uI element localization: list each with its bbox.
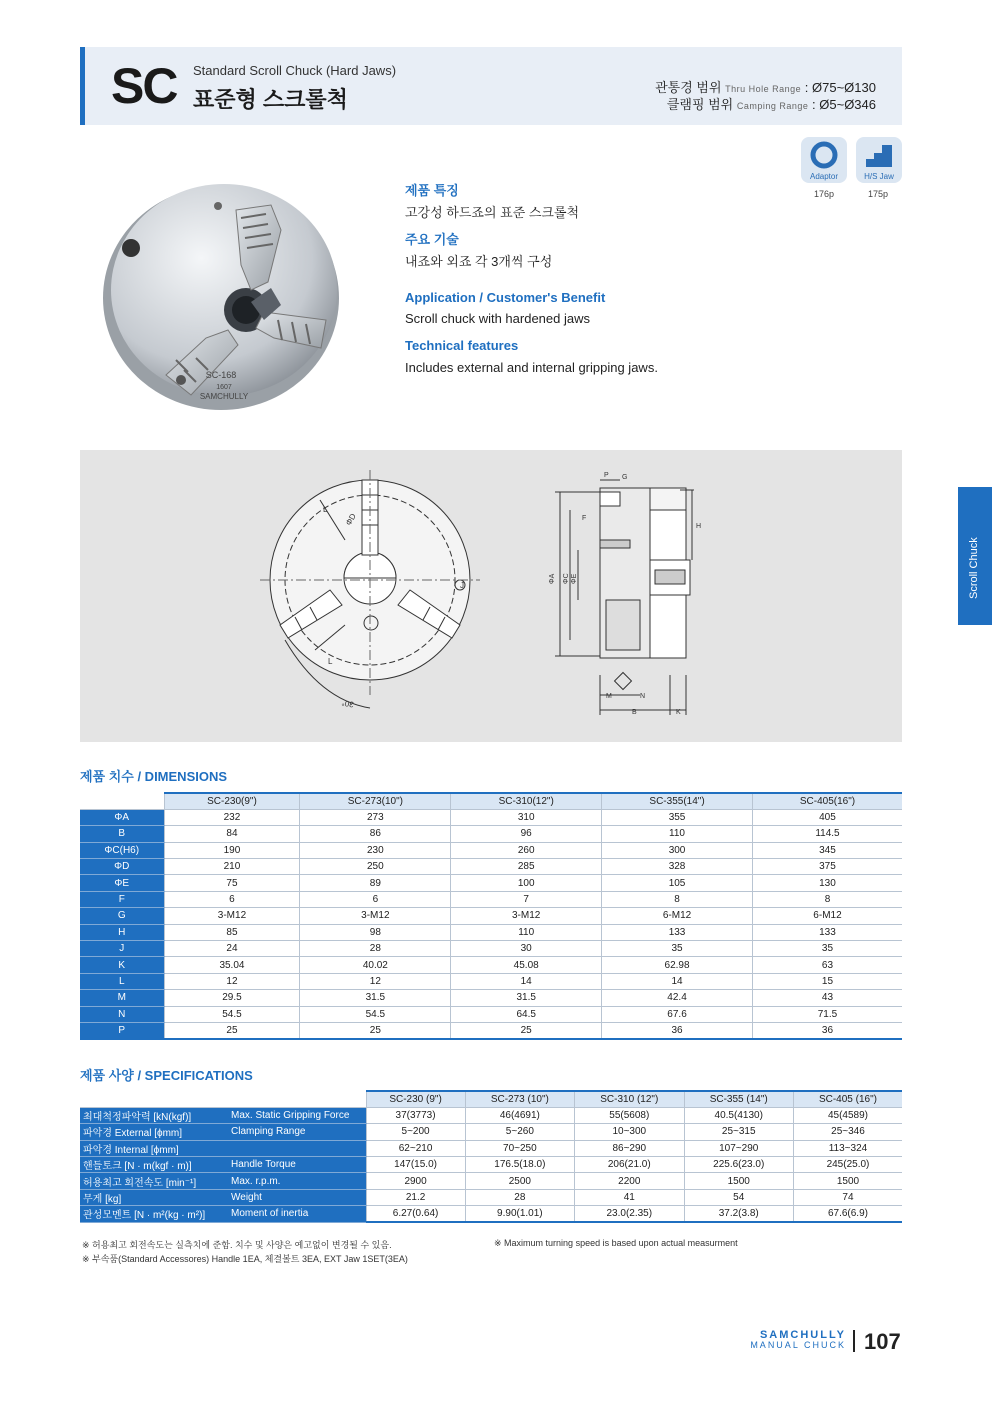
spec-col-header: SC-355 (14") xyxy=(684,1091,793,1107)
thru-hole-range: 관통경 범위 Thru Hole Range : Ø75~Ø130 xyxy=(655,80,876,95)
chuck-photo xyxy=(96,170,346,420)
spec-cell: 176.5(18.0) xyxy=(465,1157,574,1173)
dim-cell: 25 xyxy=(300,1022,451,1038)
dim-cell: 40.02 xyxy=(300,957,451,973)
label-c: ΦC xyxy=(563,573,570,584)
dim-corner xyxy=(80,793,164,809)
dim-cell: 133 xyxy=(752,924,902,940)
dim-cell: 8 xyxy=(752,891,902,907)
spec-row-label-ko: 관성모멘트 [N · m²(kg · m²)] xyxy=(80,1206,228,1222)
spec-cell: 6.27(0.64) xyxy=(366,1206,465,1222)
dim-cell: 133 xyxy=(602,924,753,940)
spec-cell: 2200 xyxy=(575,1173,684,1189)
dim-cell: 89 xyxy=(300,875,451,891)
dim-cell: 86 xyxy=(300,826,451,842)
spec-col-header: SC-273 (10") xyxy=(465,1091,574,1107)
dim-row xyxy=(80,924,902,940)
dim-cell: 35.04 xyxy=(164,957,300,973)
dim-cell: 230 xyxy=(300,842,451,858)
dim-cell: 210 xyxy=(164,859,300,875)
spec-cell: 54 xyxy=(684,1189,793,1205)
dim-cell: 54.5 xyxy=(300,1006,451,1022)
dim-cell: 14 xyxy=(602,973,753,989)
spec-cell: 62~210 xyxy=(366,1140,465,1156)
spec-row xyxy=(80,1206,902,1222)
label-l: L xyxy=(323,505,328,514)
spec-cell: 5~200 xyxy=(366,1124,465,1140)
clamping-range: 클램핑 범위 Camping Range : Ø5~Ø346 xyxy=(666,97,876,112)
dim-cell: 71.5 xyxy=(752,1006,902,1022)
spec-row xyxy=(80,1140,902,1156)
spec-corner xyxy=(80,1091,366,1107)
technical-drawing xyxy=(80,450,902,742)
spec-cell: 70~250 xyxy=(465,1140,574,1156)
spec-row-label-en: Handle Torque xyxy=(228,1157,366,1173)
spec-cell: 46(4691) xyxy=(465,1107,574,1123)
spec-cell: 206(21.0) xyxy=(575,1157,684,1173)
spec-row-label-en: Clamping Range xyxy=(228,1124,366,1140)
spec-cell: 45(4589) xyxy=(793,1107,902,1123)
dim-cell: 25 xyxy=(164,1022,300,1038)
spec-cell: 67.6(6.9) xyxy=(793,1206,902,1222)
dim-cell: 31.5 xyxy=(300,990,451,1006)
dim-row xyxy=(80,891,902,907)
spec-cell: 37(3773) xyxy=(366,1107,465,1123)
spec-col-header: SC-405 (16") xyxy=(793,1091,902,1107)
dim-cell: 36 xyxy=(752,1022,902,1038)
application-text: Scroll chuck with hardened jaws xyxy=(405,311,590,326)
dim-row-label: F xyxy=(80,891,164,907)
spec-cell: 40.5(4130) xyxy=(684,1107,793,1123)
dim-row-label: ΦC(H6) xyxy=(80,842,164,858)
dim-cell: 75 xyxy=(164,875,300,891)
dim-cell: 130 xyxy=(752,875,902,891)
spec-cell: 74 xyxy=(793,1189,902,1205)
dim-col-header: SC-405(16") xyxy=(752,793,902,809)
spec-row xyxy=(80,1189,902,1205)
dim-cell: 63 xyxy=(752,957,902,973)
dim-row-label: M xyxy=(80,990,164,1006)
label-m: M xyxy=(606,693,612,700)
dim-row-label: ΦE xyxy=(80,875,164,891)
dim-cell: 64.5 xyxy=(451,1006,602,1022)
footer-brand xyxy=(726,1330,846,1350)
dim-col-header: SC-273(10") xyxy=(300,793,451,809)
dim-row xyxy=(80,1022,902,1038)
dim-row-label: K xyxy=(80,957,164,973)
product-feature-text: 고강성 하드죠의 표준 스크롤척 xyxy=(405,205,580,220)
spec-cell: 41 xyxy=(575,1189,684,1205)
spec-row xyxy=(80,1157,902,1173)
spec-cell: 1500 xyxy=(684,1173,793,1189)
dim-cell: 3-M12 xyxy=(300,908,451,924)
spec-row xyxy=(80,1173,902,1189)
main-tech-heading: 주요 기술 xyxy=(405,232,459,247)
dim-row xyxy=(80,875,902,891)
dim-cell: 8 xyxy=(602,891,753,907)
drawing-svg xyxy=(80,450,902,742)
spec-row-label-ko: 무게 [kg] xyxy=(80,1189,228,1205)
adaptor-page-ref: 176p xyxy=(814,189,835,199)
dim-cell: 105 xyxy=(602,875,753,891)
dim-cell: 190 xyxy=(164,842,300,858)
spec-cell: 2500 xyxy=(465,1173,574,1189)
spec-cell: 1500 xyxy=(793,1173,902,1189)
spec-cell: 37.2(3.8) xyxy=(684,1206,793,1222)
dim-row-label: ΦD xyxy=(80,859,164,875)
dim-cell: 3-M12 xyxy=(164,908,300,924)
dim-cell: 12 xyxy=(300,973,451,989)
dim-cell: 250 xyxy=(300,859,451,875)
dim-cell: 405 xyxy=(752,809,902,825)
application-heading: Application / Customer's Benefit xyxy=(405,290,606,305)
dim-cell: 36 xyxy=(602,1022,753,1038)
photo-brand-text: SAMCHULLY xyxy=(199,392,249,401)
technical-features-text: Includes external and internal gripping jaws. xyxy=(405,360,658,375)
dim-row xyxy=(80,957,902,973)
specifications-table xyxy=(80,1090,902,1223)
dim-cell: 14 xyxy=(451,973,602,989)
label-g: G xyxy=(622,474,628,481)
dim-cell: 273 xyxy=(300,809,451,825)
spec-row xyxy=(80,1107,902,1123)
label-h: H xyxy=(696,523,702,530)
step-jaw-icon xyxy=(856,137,902,173)
spec-cell: 10~300 xyxy=(575,1124,684,1140)
label-p: P xyxy=(604,472,609,479)
dim-cell: 114.5 xyxy=(752,826,902,842)
technical-features-heading: Technical features xyxy=(405,338,519,353)
dim-cell: 35 xyxy=(602,941,753,957)
spec-cell: 113~324 xyxy=(793,1140,902,1156)
dim-cell: 67.6 xyxy=(602,1006,753,1022)
dim-cell: 43 xyxy=(752,990,902,1006)
dim-cell: 375 xyxy=(752,859,902,875)
dim-col-header: SC-310(12") xyxy=(451,793,602,809)
product-code: SC xyxy=(111,58,177,114)
dim-cell: 62.98 xyxy=(602,957,753,973)
spec-col-header: SC-310 (12") xyxy=(575,1091,684,1107)
section-side-tab[interactable]: Scroll Chuck xyxy=(958,487,992,625)
dim-cell: 232 xyxy=(164,809,300,825)
dim-row-label: ΦA xyxy=(80,809,164,825)
spec-row-label-en: Max. r.p.m. xyxy=(228,1173,366,1189)
label-n: N xyxy=(640,693,646,700)
dim-cell: 45.08 xyxy=(451,957,602,973)
spec-cell: 55(5608) xyxy=(575,1107,684,1123)
dim-cell: 110 xyxy=(451,924,602,940)
spec-cell: 2900 xyxy=(366,1173,465,1189)
hs-jaw-page-ref: 175p xyxy=(868,189,889,199)
dim-cell: 28 xyxy=(300,941,451,957)
spec-cell: 5~260 xyxy=(465,1124,574,1140)
dim-row-label: L xyxy=(80,973,164,989)
spec-row-label-en: Weight xyxy=(228,1189,366,1205)
product-feature-heading: 제품 특징 xyxy=(405,183,459,198)
spec-cell: 21.2 xyxy=(366,1189,465,1205)
dim-cell: 12 xyxy=(164,973,300,989)
dim-cell: 100 xyxy=(451,875,602,891)
dim-cell: 96 xyxy=(451,826,602,842)
spec-cell: 25~346 xyxy=(793,1124,902,1140)
dimensions-table xyxy=(80,792,902,1040)
dim-cell: 6 xyxy=(164,891,300,907)
note-speed-ko: ※ 허용최고 회전속도는 실측치에 준함. 치수 및 사양은 예고없이 변경될 수 있음. xyxy=(82,1240,392,1250)
dim-row xyxy=(80,973,902,989)
dim-cell: 98 xyxy=(300,924,451,940)
dim-row xyxy=(80,1006,902,1022)
page-header xyxy=(80,47,902,125)
dim-cell: 29.5 xyxy=(164,990,300,1006)
dim-row-label: G xyxy=(80,908,164,924)
label-f: F xyxy=(582,515,587,522)
label-e: ΦE xyxy=(571,573,578,584)
dim-row xyxy=(80,826,902,842)
dim-cell: 30 xyxy=(451,941,602,957)
note-speed-en: ※ Maximum turning speed is based upon actual measurment xyxy=(494,1238,738,1248)
product-subtitle-ko: 표준형 스크롤척 xyxy=(193,87,348,112)
dim-cell: 35 xyxy=(752,941,902,957)
dim-cell: 285 xyxy=(451,859,602,875)
dim-row xyxy=(80,908,902,924)
front-view xyxy=(260,470,480,708)
dim-row-label: J xyxy=(80,941,164,957)
dim-row-label: B xyxy=(80,826,164,842)
dim-cell: 84 xyxy=(164,826,300,842)
hs-jaw-badge[interactable]: H/S Jaw xyxy=(856,137,902,183)
dim-cell: 6-M12 xyxy=(602,908,753,924)
dim-cell: 300 xyxy=(602,842,753,858)
photo-model-text: SC-168 xyxy=(205,370,237,380)
specifications-title: 제품 사양 / SPECIFICATIONS xyxy=(80,1068,253,1083)
adaptor-ring-icon xyxy=(801,137,847,173)
spec-row-label-en: Moment of inertia xyxy=(228,1206,366,1222)
spec-row xyxy=(80,1124,902,1140)
dim-row-label: H xyxy=(80,924,164,940)
spec-cell: 23.0(2.35) xyxy=(575,1206,684,1222)
dim-cell: 110 xyxy=(602,826,753,842)
dim-row-label: N xyxy=(80,1006,164,1022)
dim-cell: 25 xyxy=(451,1022,602,1038)
dim-cell: 355 xyxy=(602,809,753,825)
label-j: J xyxy=(460,581,464,590)
dim-cell: 310 xyxy=(451,809,602,825)
dim-cell: 54.5 xyxy=(164,1006,300,1022)
dim-cell: 6-M12 xyxy=(752,908,902,924)
dim-cell: 31.5 xyxy=(451,990,602,1006)
photo-lot-text: 1607 xyxy=(216,384,232,391)
label-a: ΦA xyxy=(549,573,556,584)
spec-row-label-en: Max. Static Gripping Force xyxy=(228,1107,366,1123)
dim-cell: 24 xyxy=(164,941,300,957)
dim-row xyxy=(80,809,902,825)
spec-cell: 9.90(1.01) xyxy=(465,1206,574,1222)
main-tech-text: 내죠와 외죠 각 3개씩 구성 xyxy=(405,254,553,269)
dim-col-header: SC-230(9") xyxy=(164,793,300,809)
dimensions-title: 제품 치수 / DIMENSIONS xyxy=(80,769,228,784)
dim-cell: 328 xyxy=(602,859,753,875)
dim-cell: 7 xyxy=(451,891,602,907)
spec-row-label-ko: 파악경 Internal [ϕmm] xyxy=(80,1140,228,1156)
spec-cell: 28 xyxy=(465,1189,574,1205)
spec-cell: 147(15.0) xyxy=(366,1157,465,1173)
dim-row xyxy=(80,990,902,1006)
dim-row xyxy=(80,842,902,858)
spec-row-label-ko: 최대척정파악력 [kN(kgf)] xyxy=(80,1107,228,1123)
spec-col-header: SC-230 (9") xyxy=(366,1091,465,1107)
dim-col-header: SC-355(14") xyxy=(602,793,753,809)
dim-cell: 260 xyxy=(451,842,602,858)
spec-cell: 86~290 xyxy=(575,1140,684,1156)
dim-cell: 15 xyxy=(752,973,902,989)
dim-cell: 85 xyxy=(164,924,300,940)
spec-cell: 25~315 xyxy=(684,1124,793,1140)
spec-row-label-ko: 핸들토크 [N · m(kgf · m)] xyxy=(80,1157,228,1173)
adaptor-badge[interactable]: Adaptor xyxy=(801,137,847,183)
label-l2: L xyxy=(328,657,333,666)
spec-cell: 225.6(23.0) xyxy=(684,1157,793,1173)
side-view xyxy=(555,480,694,715)
spec-cell: 245(25.0) xyxy=(793,1157,902,1173)
product-subtitle-en: Standard Scroll Chuck (Hard Jaws) xyxy=(193,63,397,78)
dim-row xyxy=(80,859,902,875)
spec-row-label-en xyxy=(228,1140,366,1156)
dim-cell: 6 xyxy=(300,891,451,907)
dim-row xyxy=(80,941,902,957)
label-d: ΦD xyxy=(343,511,358,527)
note-accessories: ※ 부속품(Standard Accessores) Handle 1EA, 체결볼트 3EA, EXT Jaw 1SET(3EA) xyxy=(82,1254,408,1264)
footer-brand-name: SAMCHULLY xyxy=(759,1329,846,1341)
dim-row-label: P xyxy=(80,1022,164,1038)
footer-divider xyxy=(853,1330,855,1352)
spec-row-label-ko: 파악경 External [ϕmm] xyxy=(80,1124,228,1140)
dim-cell: 345 xyxy=(752,842,902,858)
page-number: 107 xyxy=(864,1329,901,1354)
label-b: B xyxy=(632,709,637,716)
footer-brand-line: MANUAL CHUCK xyxy=(750,1340,846,1350)
spec-row-label-ko: 허용최고 회전속도 [min⁻¹] xyxy=(80,1173,228,1189)
dim-cell: 42.4 xyxy=(602,990,753,1006)
label-angle: 30° xyxy=(341,698,355,710)
spec-cell: 107~290 xyxy=(684,1140,793,1156)
dim-cell: 3-M12 xyxy=(451,908,602,924)
label-k: K xyxy=(676,709,681,716)
